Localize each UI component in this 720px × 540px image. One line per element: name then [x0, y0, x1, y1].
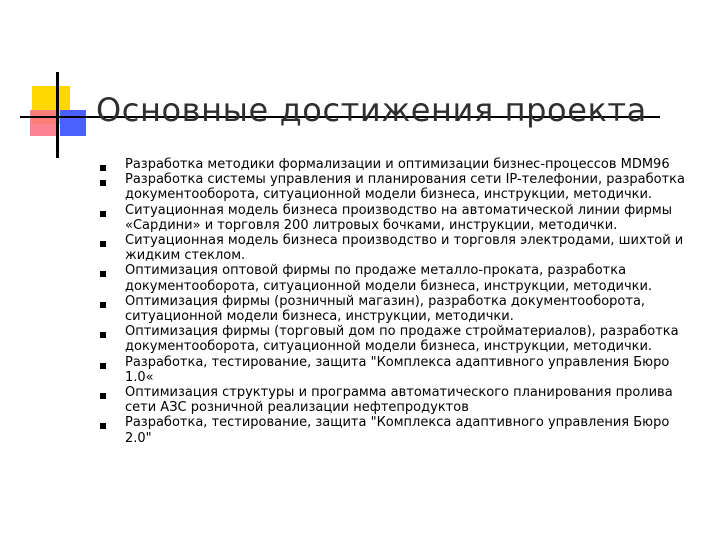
- list-item-text: Оптимизация фирмы (розничный магазин), разработка документооборота, ситуационной модели бизнеса, инструкции, методички.: [125, 293, 646, 325]
- list-item: [100, 324, 696, 354]
- list-item: [100, 203, 696, 233]
- list-item-text: Ситуационная модель бизнеса производство на автоматической линии фирмы «Сардини» и торговля 200 литровых бочками, инструкции, методички.: [125, 202, 672, 233]
- list-item: [100, 263, 696, 293]
- bullet-square-icon: [100, 165, 106, 171]
- decor-blue-square: [60, 110, 86, 136]
- bullet-square-icon: [100, 363, 106, 369]
- list-item: [100, 157, 696, 172]
- achievements-list: [100, 157, 696, 446]
- list-item-text: Разработка методики формализации и оптимизации бизнес-процессов MDM96: [125, 157, 670, 172]
- bullet-square-icon: [100, 302, 106, 308]
- bullet-square-icon: [100, 393, 106, 399]
- decor-red-square: [30, 110, 56, 136]
- list-item-text: Разработка системы управления и планирования сети IP-телефонии, разработка документооборота, ситуационной модели бизнеса, инструкции, методички.: [125, 172, 685, 203]
- list-item: [100, 415, 696, 445]
- list-item-text: Оптимизация структуры и программа автоматического планирования пролива сети АЗС розничной реализации нефтепродуктов: [125, 385, 673, 416]
- list-item: [100, 355, 696, 385]
- list-item-text: Оптимизация фирмы (торговый дом по продаже стройматериалов), разработка документооборота, ситуационной модели бизнеса, инструкции, методички.: [125, 324, 679, 355]
- bullet-square-icon: [100, 211, 106, 217]
- list-item-text: Разработка, тестирование, защита "Комплекса адаптивного управления Бюро 2.0": [125, 415, 670, 446]
- list-item-text: Ситуационная модель бизнеса производство и торговля электродами, шихтой и жидким стеклом.: [125, 233, 684, 264]
- list-item-text: Оптимизация оптовой фирмы по продаже металло-проката, разработка документооборота, ситуационной модели бизнеса, инструкции, методички.: [125, 263, 653, 294]
- bullet-square-icon: [100, 180, 106, 186]
- list-item: [100, 385, 696, 415]
- decor-vertical-line: [56, 72, 59, 158]
- bullet-square-icon: [100, 241, 106, 247]
- list-item-text: Разработка, тестирование, защита "Комплекса адаптивного управления Бюро 1.0«: [125, 354, 670, 385]
- bullet-square-icon: [100, 332, 106, 338]
- list-item: [100, 172, 696, 202]
- list-item: [100, 233, 696, 263]
- bullet-square-icon: [100, 271, 106, 277]
- list-item: [100, 294, 696, 324]
- slide-title: Основные достижения проекта: [96, 91, 647, 129]
- bullet-square-icon: [100, 423, 106, 429]
